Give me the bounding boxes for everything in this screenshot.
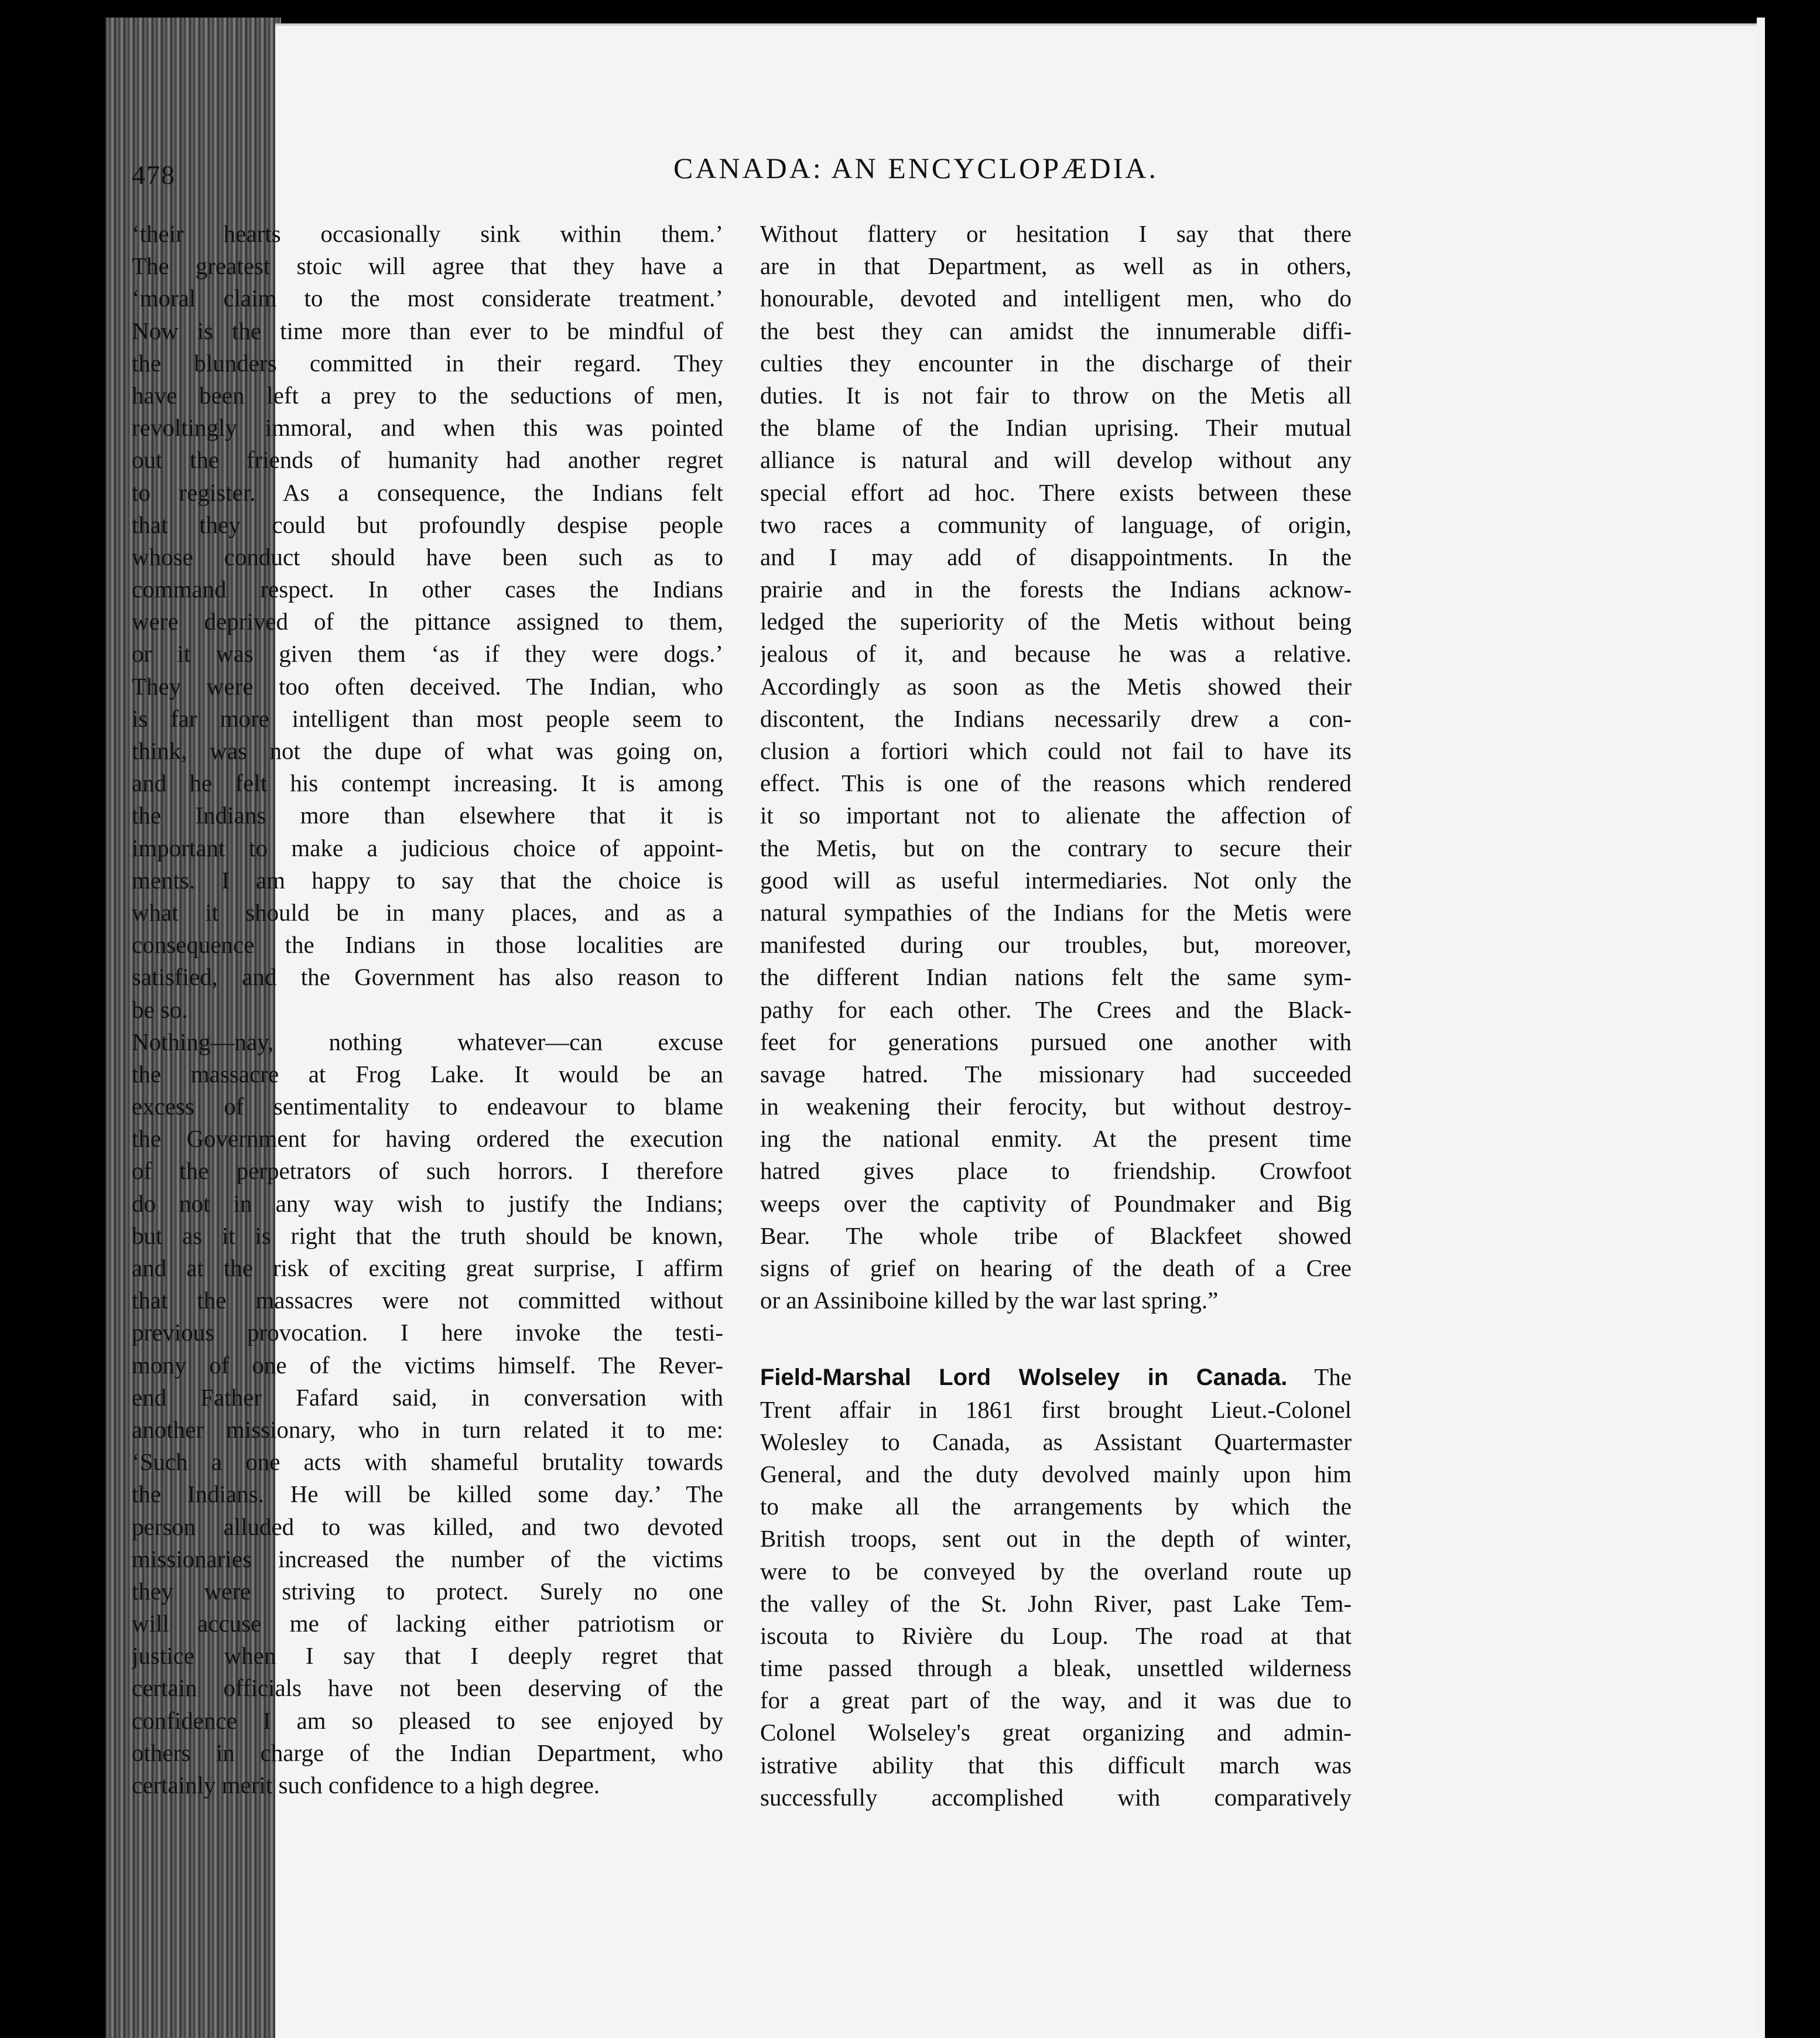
text-line: that they could but profoundly despise people [132,511,723,538]
text-line: is far more intelligent than most people seem to [132,705,723,732]
text-line: satisfied, and the Government has also reason to [132,963,723,991]
text-line: the different Indian nations felt the same sym- [760,963,1352,991]
text-line: out the friends of humanity had another regret [132,446,723,474]
text-line: Colonel Wolseley's great organizing and admin- [760,1719,1352,1746]
text-line: pathy for each other. The Crees and the Black- [760,996,1352,1023]
text-line: General, and the duty devolved mainly upon him [760,1460,1352,1488]
text-line: good will as useful intermediaries. Not only the [760,866,1352,894]
text-line: whose conduct should have been such as to [132,543,723,570]
text-line: to register. As a consequence, the Indians felt [132,478,723,506]
text-line: the Government for having ordered the execution [132,1125,723,1153]
left-text-column [132,218,723,1801]
text-line: justice when I say that I deeply regret that [132,1642,723,1670]
text-line: end Father Fafard said, in conversation with [132,1383,723,1411]
text-line: time passed through a bleak, unsettled wilderness [760,1654,1352,1682]
text-line: but as it is right that the truth should be known, [132,1222,723,1249]
text-line: The greatest stoic will agree that they have a [132,252,723,280]
text-line: Wolesley to Canada, as Assistant Quartermaster [760,1428,1352,1455]
text-line: were deprived of the pittance assigned to them, [132,608,723,635]
text-line: the best they can amidst the innumerable diffi- [760,317,1352,344]
text-line: they were striving to protect. Surely no one [132,1577,723,1605]
page-number: 478 [132,160,176,190]
text-line: ‘moral claim to the most considerate treatment.’ [132,285,723,312]
text-line: jealous of it, and because he was a relative. [760,640,1352,668]
text-line: important to make a judicious choice of appoint- [132,834,723,861]
text-line: two races a community of language, of origin, [760,511,1352,538]
text-line: certainly merit such confidence to a high degree. [132,1772,600,1798]
text-line: and at the risk of exciting great surprise, I affirm [132,1254,723,1281]
text-line: British troops, sent out in the depth of winter, [760,1525,1352,1553]
text-line: be so. [132,996,188,1023]
text-line: previous provocation. I here invoke the testi- [132,1319,723,1346]
text-line: for a great part of the way, and it was due to [760,1687,1352,1714]
text-line: duties. It is not fair to throw on the Metis all [760,381,1352,409]
text-line: successfully accomplished with comparatively [760,1783,1352,1811]
text-line: ing the national enmity. At the present time [760,1125,1352,1153]
text-line: consequence the Indians in those localities are [132,931,723,959]
text-line: effect. This is one of the reasons which rendered [760,770,1352,797]
section-heading-line [760,1361,1352,1393]
section-first-line-text: The [1314,1363,1352,1391]
text-line: have been left a prey to the seductions of men, [132,381,723,409]
section-gap [760,1317,1352,1361]
section-heading: Field-Marshal Lord Wolseley in Canada. [760,1365,1288,1391]
text-line: revoltingly immoral, and when this was pointed [132,414,723,442]
text-line: the valley of the St. John River, past Lake Tem- [760,1589,1352,1617]
text-line: ledged the superiority of the Metis without being [760,608,1352,635]
text-line: the blunders committed in their regard. They [132,349,723,377]
text-line: the massacre at Frog Lake. It would be an [132,1060,723,1088]
text-line: savage hatred. The missionary had succeeded [760,1060,1352,1088]
text-line: others in charge of the Indian Department, who [132,1739,723,1766]
text-line: it so important not to alienate the affection of [760,802,1352,829]
text-line: that the massacres were not committed without [132,1287,723,1314]
text-line: certain officials have not been deserving of the [132,1674,723,1702]
text-line: do not in any way wish to justify the Indians; [132,1189,723,1217]
text-line: feet for generations pursued one another with [760,1028,1352,1055]
text-line: manifested during our troubles, but, moreover, [760,931,1352,959]
text-line: culties they encounter in the discharge of their [760,349,1352,377]
text-line: ments. I am happy to say that the choice is [132,866,723,894]
text-line: what it should be in many places, and as a [132,898,723,926]
right-text-column [760,218,1352,1814]
text-line: another missionary, who in turn related it to me: [132,1415,723,1443]
text-line: hatred gives place to friendship. Crowfoot [760,1157,1352,1185]
right-margin-shadow [1757,0,1820,2038]
text-line: the Indians more than elsewhere that it is [132,802,723,829]
text-line: Bear. The whole tribe of Blackfeet showed [760,1222,1352,1249]
text-line: natural sympathies of the Indians for the Metis were [760,898,1352,926]
text-line: of the perpetrators of such horrors. I therefore [132,1157,723,1185]
text-line: and he felt his contempt increasing. It is among [132,770,723,797]
text-line: Without flattery or hesitation I say that there [760,220,1352,247]
text-line: were to be conveyed by the overland route up [760,1557,1352,1585]
text-line: ‘their hearts occasionally sink within them.’ [132,220,723,247]
text-line: think, was not the dupe of what was going on, [132,737,723,764]
text-line: missionaries increased the number of the victims [132,1545,723,1572]
text-line: They were too often deceived. The Indian, who [132,672,723,700]
text-line: istrative ability that this difficult march was [760,1751,1352,1779]
text-line: will accuse me of lacking either patriotism or [132,1610,723,1637]
next-page-sliver [1757,18,1765,2038]
text-line: Accordingly as soon as the Metis showed their [760,672,1352,700]
text-line: ‘Such a one acts with shameful brutality towards [132,1448,723,1476]
text-line: the Metis, but on the contrary to secure their [760,834,1352,861]
text-line: are in that Department, as well as in others, [760,252,1352,280]
text-line: person alluded to was killed, and two devoted [132,1513,723,1540]
text-line: Now is the time more than ever to be mindful of [132,317,723,344]
text-line: Trent affair in 1861 first brought Lieut.-Colonel [760,1396,1352,1423]
text-line: or an Assiniboine killed by the war last spring.” [760,1287,1219,1314]
text-line: or it was given them ‘as if they were dogs.’ [132,640,723,668]
page-header [132,151,1496,198]
text-line: alliance is natural and will develop without any [760,446,1352,474]
text-line: the Indians. He will be killed some day.’ The [132,1480,723,1508]
text-line: the blame of the Indian uprising. Their mutual [760,414,1352,442]
text-line: mony of one of the victims himself. The Rever- [132,1351,723,1379]
text-line: prairie and in the forests the Indians acknow- [760,576,1352,603]
text-line: in weakening their ferocity, but without destroy- [760,1093,1352,1120]
text-line: iscouta to Rivière du Loup. The road at that [760,1622,1352,1649]
text-line: command respect. In other cases the Indians [132,576,723,603]
text-line: discontent, the Indians necessarily drew a con- [760,705,1352,732]
text-line: confidence I am so pleased to see enjoyed by [132,1707,723,1734]
text-line: clusion a fortiori which could not fail to have its [760,737,1352,764]
text-line: Nothing—nay, nothing whatever—can excuse [132,1028,723,1055]
text-line: honourable, devoted and intelligent men, who do [760,285,1352,312]
text-line: special effort ad hoc. There exists between these [760,478,1352,506]
text-line: weeps over the captivity of Poundmaker and Big [760,1189,1352,1217]
text-line: signs of grief on hearing of the death of a Cree [760,1254,1352,1281]
text-line: excess of sentimentality to endeavour to blame [132,1093,723,1120]
running-head: CANADA: AN ENCYCLOPÆDIA. [673,152,1158,184]
text-line: and I may add of disappointments. In the [760,543,1352,570]
text-line: to make all the arrangements by which the [760,1493,1352,1520]
